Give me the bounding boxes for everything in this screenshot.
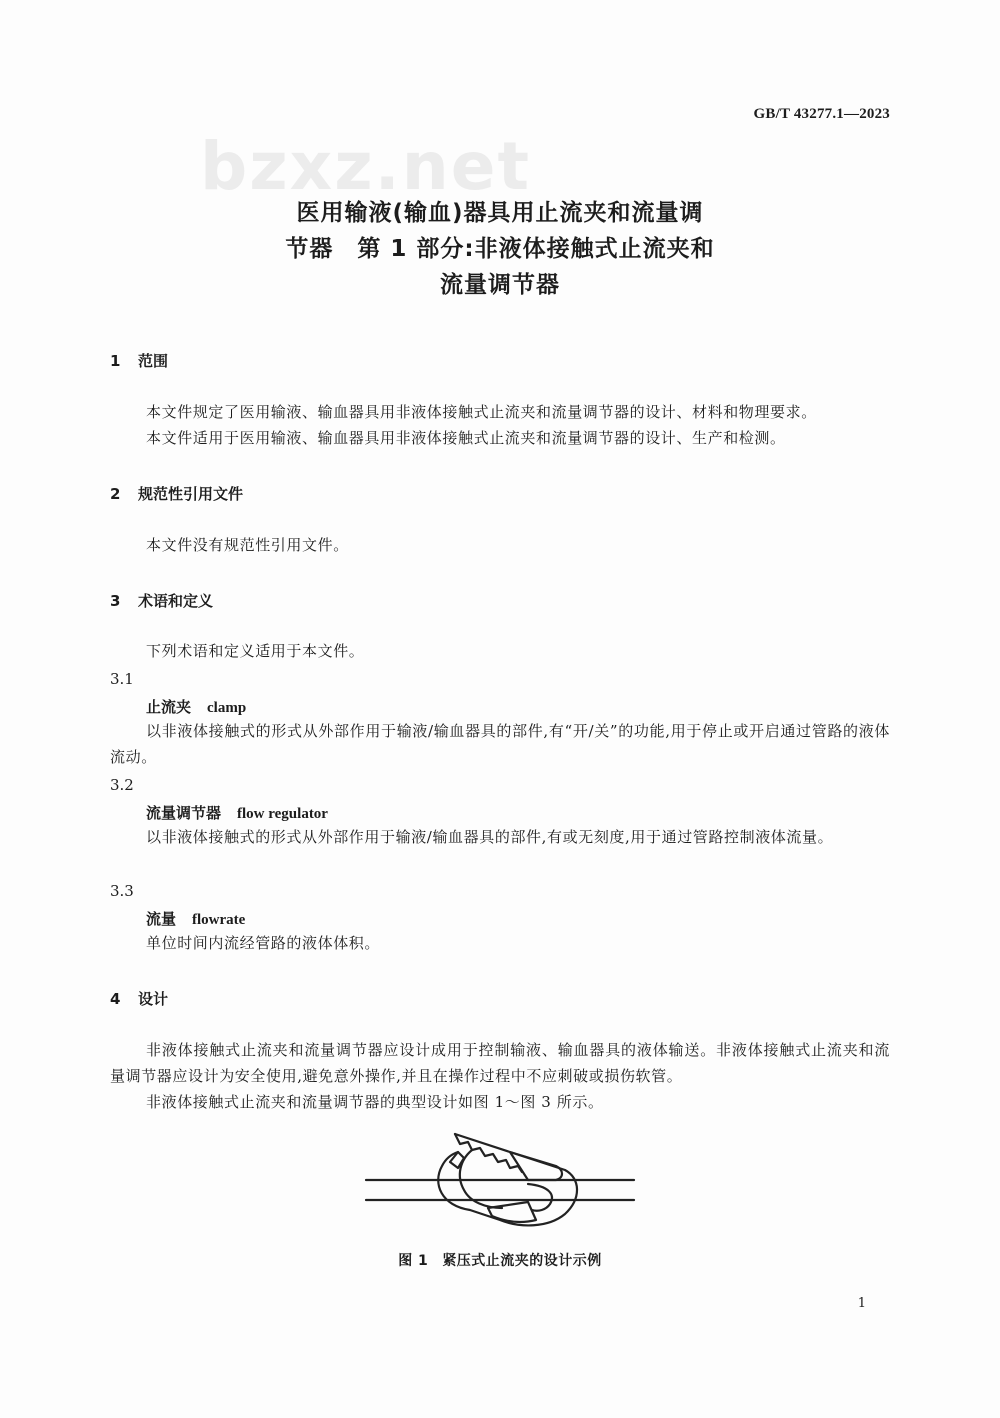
clamp-window-upper: [510, 1152, 562, 1180]
section-title: 设计: [138, 990, 169, 1008]
term-en: clamp: [207, 700, 247, 716]
term-zh: 流量: [146, 910, 177, 928]
term-en: flowrate: [192, 912, 246, 928]
paragraph: 非液体接触式止流夹和流量调节器的典型设计如图 1～图 3 所示。: [146, 1093, 604, 1111]
term-number: 3.1: [110, 670, 134, 688]
section-title: 术语和定义: [138, 592, 214, 610]
figure-label: 图 1: [398, 1253, 429, 1269]
paragraph: 本文件适用于医用输液、输血器具用非液体接触式止流夹和流量调节器的设计、生产和检测。: [146, 429, 786, 447]
term-number: 3.2: [110, 776, 134, 794]
paragraph: 下列术语和定义适用于本文件。: [146, 642, 365, 660]
title-line-1: 医用输液(输血)器具用止流夹和流量调: [296, 200, 704, 226]
term-en: flow regulator: [237, 806, 328, 822]
standard-number: GB/T 43277.1—2023: [753, 106, 890, 122]
term-number: 3.3: [110, 882, 134, 900]
watermark: bzxz.net: [200, 128, 532, 205]
paragraph: 本文件没有规范性引用文件。: [146, 536, 349, 554]
title-line-2: 节器 第 1 部分:非液体接触式止流夹和: [285, 236, 715, 262]
term-entry: [146, 908, 245, 929]
term-entry: [146, 802, 328, 823]
section-number: 2: [110, 485, 121, 503]
term-zh: 止流夹: [146, 698, 192, 716]
term-definition: 以非液体接触式的形式从外部作用于输液/输血器具的部件,有或无刻度,用于通过管路控制液体流量。: [146, 828, 834, 846]
section-title: 范围: [138, 352, 169, 370]
paragraph: 本文件规定了医用输液、输血器具用非液体接触式止流夹和流量调节器的设计、材料和物理要求。: [146, 403, 817, 421]
section-3-heading: [110, 590, 213, 611]
page-number: 1: [857, 1296, 866, 1311]
section-number: 4: [110, 990, 121, 1008]
clamp-inner-curve: [528, 1184, 552, 1211]
paragraph: 非液体接触式止流夹和流量调节器应设计成用于控制输液、输血器具的液体输送。非液体接触式止流夹和流量调节器应设计为安全使用,避免意外操作,并且在操作过程中不应刺破或损伤软管。: [110, 1041, 890, 1085]
term-entry: [146, 696, 246, 717]
section-number: 3: [110, 592, 121, 610]
figure-1-caption: [0, 1250, 1000, 1270]
figure-caption-text: 紧压式止流夹的设计示例: [442, 1253, 602, 1269]
figure-1-clamp-drawing: [360, 1128, 640, 1238]
section-2-heading: [110, 483, 243, 504]
title-line-3: 流量调节器: [440, 272, 560, 298]
section-1-heading: [110, 350, 168, 371]
term-zh: 流量调节器: [146, 804, 222, 822]
term-definition: 单位时间内流经管路的液体体积。: [146, 934, 381, 952]
section-number: 1: [110, 352, 121, 370]
section-4-heading: [110, 988, 168, 1009]
term-definition: 以非液体接触式的形式从外部作用于输液/输血器具的部件,有“开/关”的功能,用于停止或开启通过管路的液体流动。: [110, 722, 890, 766]
section-title: 规范性引用文件: [138, 485, 244, 503]
